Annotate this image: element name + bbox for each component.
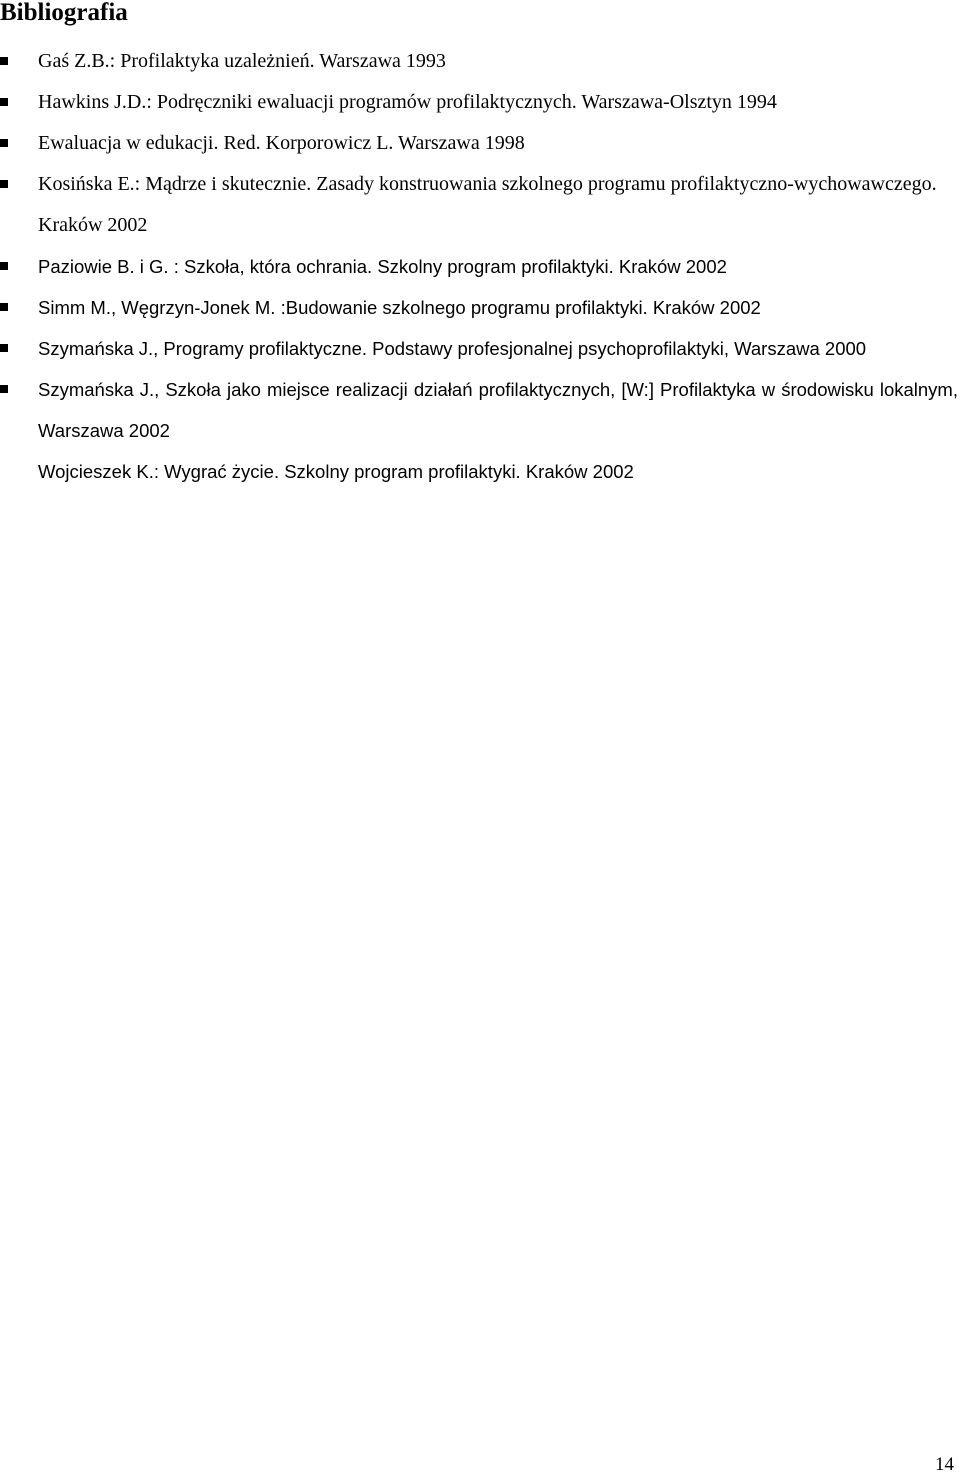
entry-text: Paziowie B. i G. : Szkoła, która ochrania. Szkolny program profilaktyki. Kraków 2002 <box>38 256 727 277</box>
list-item <box>0 41 958 82</box>
entry-text: Szymańska J., Programy profilaktyczne. Podstawy profesjonalnej psychoprofilaktyki, Warszawa 2000 <box>38 338 867 359</box>
square-bullet-icon <box>0 57 8 65</box>
list-item <box>0 164 958 246</box>
entry-text: Gaś Z.B.: Profilaktyka uzależnień. Warszawa 1993 <box>38 50 446 72</box>
entry-text: Szymańska J., Szkoła jako miejsce realizacji działań profilaktycznych, [W:] Profilaktyka w środowisku lokalnym, Warszawa 2002 <box>38 379 958 441</box>
entry-text: Kosińska E.: Mądrze i skutecznie. Zasady konstruowania szkolnego programu profilaktyczno-wychowawczego. Kraków 2002 <box>38 173 937 236</box>
list-item <box>0 287 958 328</box>
entry-text: Wojcieszek K.: Wygrać życie. Szkolny program profilaktyki. Kraków 2002 <box>38 461 634 482</box>
square-bullet-icon <box>0 385 8 393</box>
list-item <box>0 328 958 369</box>
square-bullet-icon <box>0 262 8 270</box>
page-title: Bibliografia <box>0 0 128 26</box>
square-bullet-icon <box>0 98 8 106</box>
list-item <box>0 82 958 123</box>
list-item <box>0 369 958 451</box>
list-item <box>0 246 958 287</box>
square-bullet-icon <box>0 303 8 311</box>
square-bullet-icon <box>0 344 8 352</box>
bibliography-list <box>0 41 958 492</box>
page-number: 14 <box>935 1454 954 1475</box>
list-item <box>0 451 958 492</box>
square-bullet-icon <box>0 139 8 147</box>
list-item <box>0 123 958 164</box>
entry-text: Ewaluacja w edukacji. Red. Korporowicz L. Warszawa 1998 <box>38 132 525 154</box>
square-bullet-icon <box>0 180 8 188</box>
entry-text: Simm M., Węgrzyn-Jonek M. :Budowanie szkolnego programu profilaktyki. Kraków 2002 <box>38 297 761 318</box>
entry-text: Hawkins J.D.: Podręczniki ewaluacji programów profilaktycznych. Warszawa-Olsztyn 1994 <box>38 91 777 113</box>
